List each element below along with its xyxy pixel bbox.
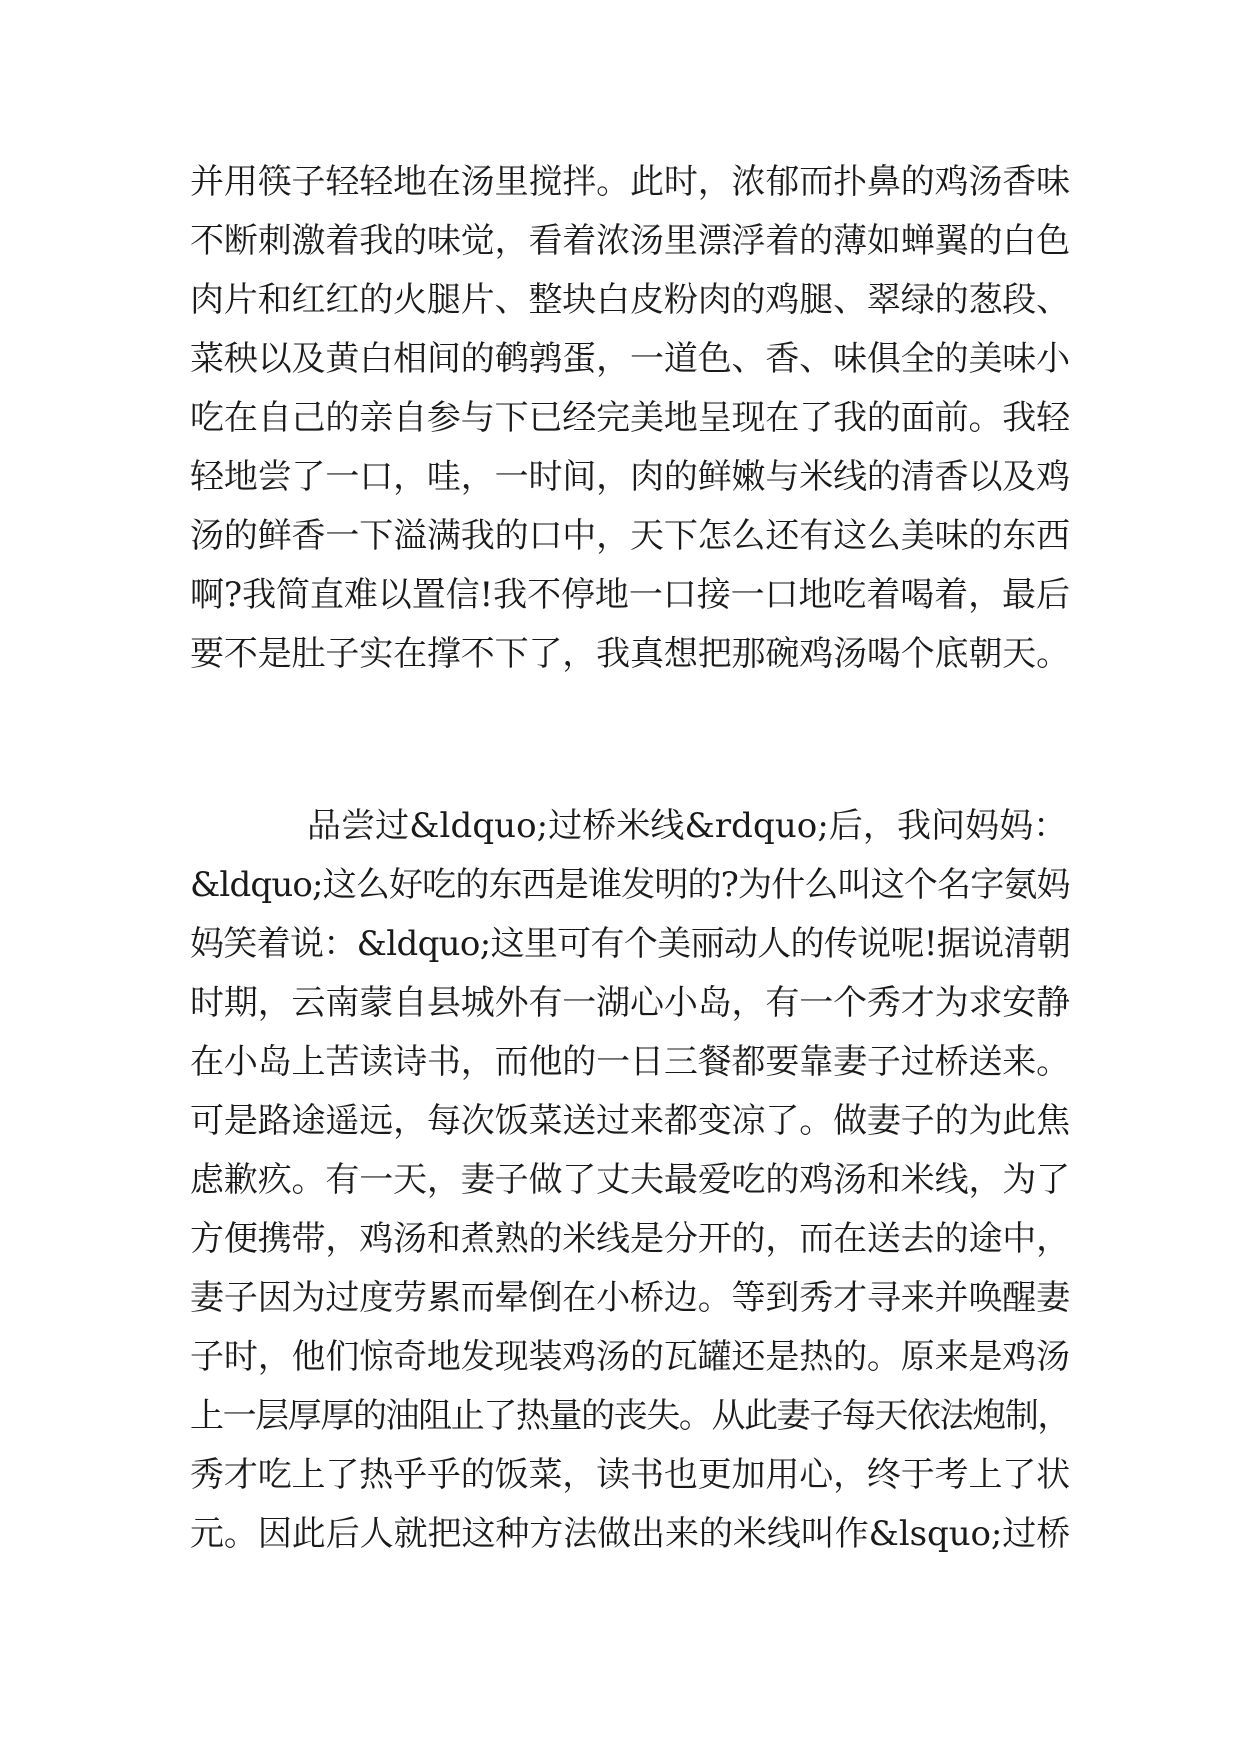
paragraph-1-line: 要不是肚子实在撑不下了，我真想把那碗鸡汤喝个底朝天。 — [190, 634, 1070, 674]
paragraph-1-line: 肉片和红红的火腿片、整块白皮粉肉的鸡腿、翠绿的葱段、 — [190, 280, 1070, 320]
paragraph-2-line: 时期，云南蒙自县城外有一湖心小岛，有一个秀才为求安静 — [190, 983, 1070, 1023]
paragraph-2-line: 妈笑着说：&ldquo;这里可有个美丽动人的传说呢!据说清朝 — [190, 924, 1071, 964]
paragraph-2-line: 元。因此后人就把这种方法做出来的米线叫作&lsquo;过桥 — [190, 1514, 1071, 1554]
paragraph-1-line: 吃在自己的亲自参与下已经完美地呈现在了我的面前。我轻 — [190, 398, 1070, 438]
paragraph-2-line: 虑歉疚。有一天，妻子做了丈夫最爱吃的鸡汤和米线，为了 — [190, 1160, 1070, 1200]
paragraph-1-line: 不断刺激着我的味觉，看着浓汤里漂浮着的薄如蝉翼的白色 — [190, 221, 1070, 261]
paragraph-2-line: 上一层厚厚的油阻止了热量的丧失。从此妻子每天依法炮制， — [190, 1396, 1070, 1436]
paragraph-2-line: 妻子因为过度劳累而晕倒在小桥边。等到秀才寻来并唤醒妻 — [190, 1278, 1070, 1318]
paragraph-2-line: 可是路途遥远，每次饭菜送过来都变凉了。做妻子的为此焦 — [190, 1101, 1070, 1141]
paragraph-2-line: 在小岛上苦读诗书，而他的一日三餐都要靠妻子过桥送来。 — [190, 1042, 1070, 1082]
paragraph-1-line: 菜秧以及黄白相间的鹌鹑蛋，一道色、香、味俱全的美味小 — [190, 339, 1070, 379]
paragraph-2-line: &ldquo;这么好吃的东西是谁发明的?为什么叫这个名字氨妈 — [190, 865, 1070, 905]
paragraph-2-line: 子时，他们惊奇地发现装鸡汤的瓦罐还是热的。原来是鸡汤 — [190, 1337, 1070, 1377]
paragraph-1-line: 轻地尝了一口，哇，一时间，肉的鲜嫩与米线的清香以及鸡 — [190, 457, 1070, 497]
paragraph-2-line: 秀才吃上了热乎乎的饭菜，读书也更加用心，终于考上了状 — [190, 1455, 1070, 1495]
paragraph-1-line: 啊?我简直难以置信!我不停地一口接一口地吃着喝着，最后 — [190, 575, 1070, 615]
paragraph-2-line: 方便携带，鸡汤和煮熟的米线是分开的，而在送去的途中， — [190, 1219, 1070, 1259]
paragraph-2-first-line: 品尝过&ldquo;过桥米线&rdquo;后，我问妈妈： — [307, 806, 1068, 846]
paragraph-1-line: 汤的鲜香一下溢满我的口中，天下怎么还有这么美味的东西 — [190, 516, 1070, 556]
paragraph-1-line: 并用筷子轻轻地在汤里搅拌。此时，浓郁而扑鼻的鸡汤香味 — [190, 162, 1070, 202]
